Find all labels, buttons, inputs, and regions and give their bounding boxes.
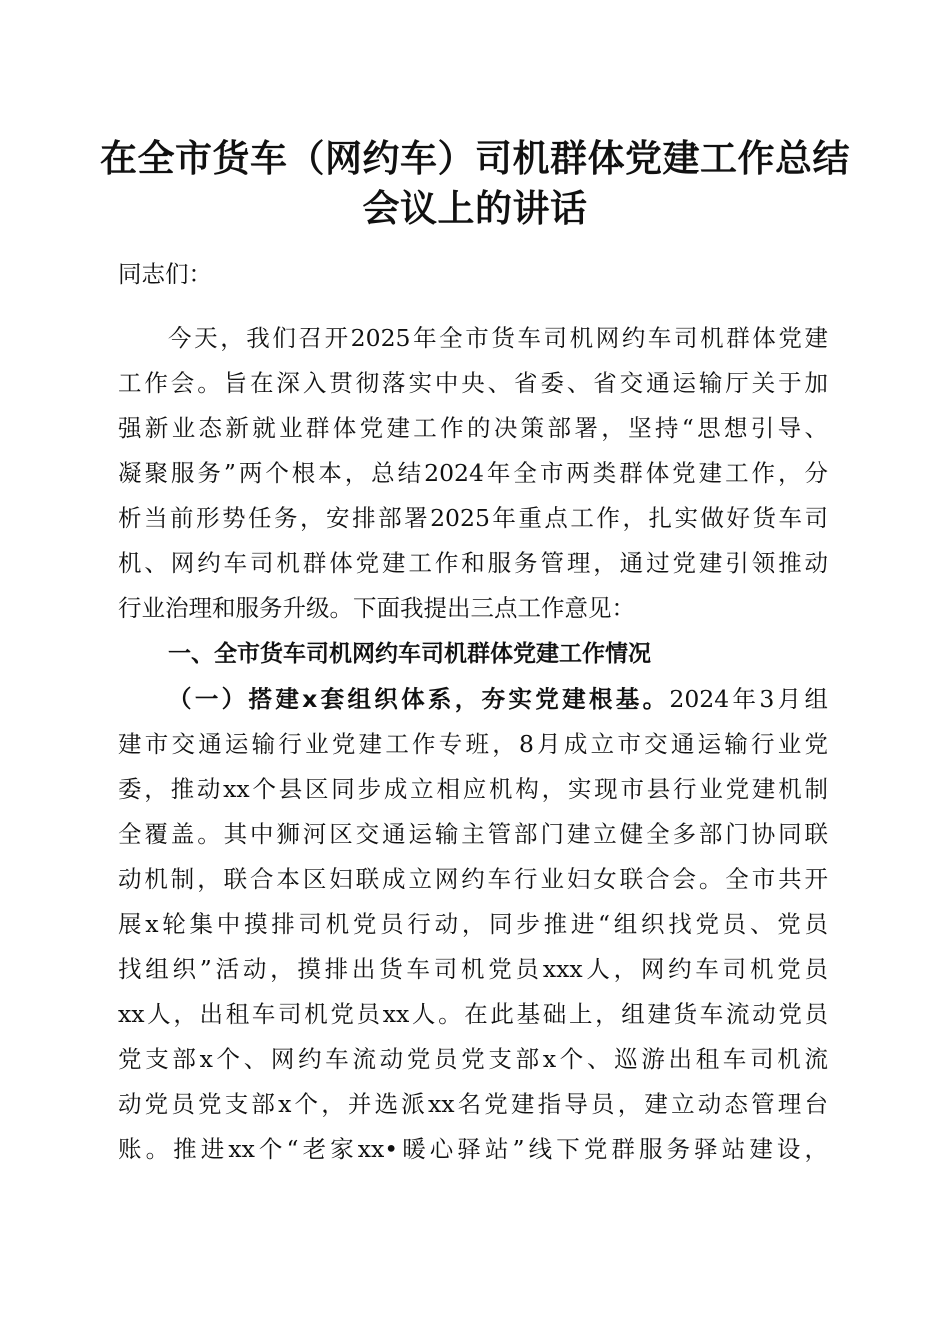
subsection-first-line: [168, 677, 828, 722]
paragraph-line: 全覆盖。其中狮河区交通运输主管部门建立健全多部门协同联: [118, 820, 828, 848]
paragraph-line: xx人，出租车司机党员xx人。在此基础上，组建货车流动党员: [118, 1000, 828, 1028]
paragraph-line: 找组织”活动，摸排出货车司机党员xxx人，网约车司机党员: [118, 955, 828, 983]
document-title-line-2: 会议上的讲话: [362, 186, 588, 230]
subsection-first-line-text: 2024年3月组: [669, 685, 828, 713]
intro-line: 工作会。旨在深入贯彻落实中央、省委、省交通运输厅关于加: [118, 369, 828, 397]
paragraph-line: 委，推动xx个县区同步成立相应机构，实现市县行业党建机制: [118, 775, 828, 803]
paragraph-line: 动党员党支部x个，并选派xx名党建指导员，建立动态管理台: [118, 1090, 828, 1118]
intro-line: 机、网约车司机群体党建工作和服务管理，通过党建引领推动: [118, 549, 828, 577]
salutation: 同志们：: [118, 260, 212, 288]
intro-line: 行业治理和服务升级。下面我提出三点工作意见：: [118, 594, 635, 622]
paragraph-line: 展x轮集中摸排司机党员行动，同步推进“组织找党员、党员: [118, 910, 828, 938]
document-title-line-1: 在全市货车（网约车）司机群体党建工作总结: [100, 136, 850, 180]
subsection-heading: （一）搭建x套组织体系，夯实党建根基。: [168, 685, 670, 713]
intro-line: 今天，我们召开2025年全市货车司机网约车司机群体党建: [168, 324, 828, 352]
paragraph-line: 账。推进xx个“老家xx•暖心驿站”线下党群服务驿站建设，: [118, 1135, 828, 1163]
intro-line: 析当前形势任务，安排部署2025年重点工作，扎实做好货车司: [118, 504, 828, 532]
intro-line: 强新业态新就业群体党建工作的决策部署，坚持“思想引导、: [118, 414, 828, 442]
paragraph-line: 建市交通运输行业党建工作专班，8月成立市交通运输行业党: [118, 730, 828, 758]
section-heading: 一、全市货车司机网约车司机群体党建工作情况: [168, 641, 651, 667]
paragraph-line: 动机制，联合本区妇联成立网约车行业妇女联合会。全市共开: [118, 865, 828, 893]
paragraph-line: 党支部x个、网约车流动党员党支部x个、巡游出租车司机流: [118, 1045, 828, 1073]
intro-line: 凝聚服务”两个根本，总结2024年全市两类群体党建工作，分: [118, 459, 828, 487]
